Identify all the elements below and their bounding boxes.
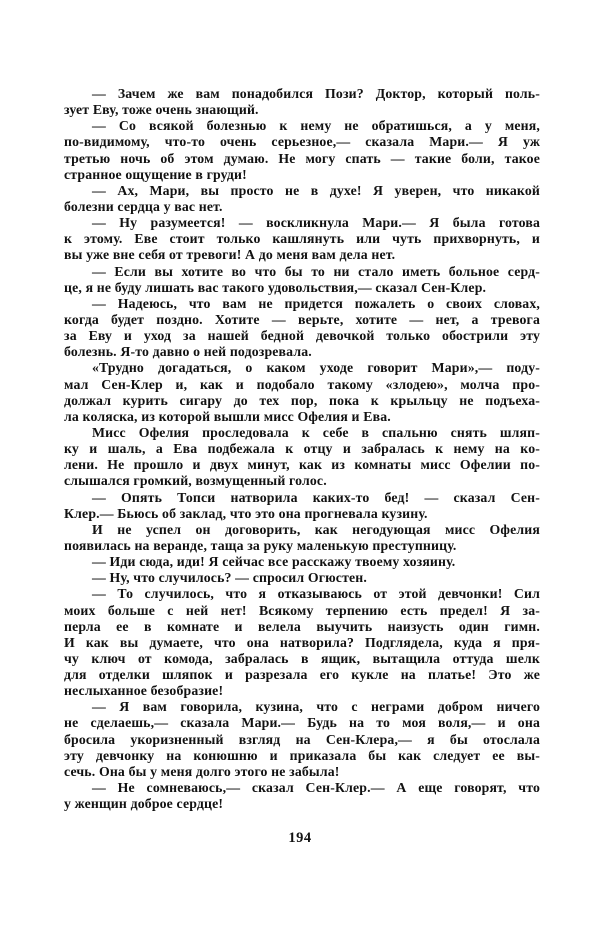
paragraph (64, 586, 540, 699)
text-line: це, я не буду лишать вас такого удовольствия,— сказал Сен-Клер. (64, 279, 487, 295)
text-line: появилась на веранде, таща за руку маленькую преступницу. (64, 537, 457, 553)
text-line: когда будет поздно. Хотите — верьте, хотите — нет, а тревога (64, 311, 540, 327)
text-line: ку и шаль, а Ева подбежала к отцу и забралась к нему на ко- (64, 441, 540, 457)
page-text (64, 86, 540, 812)
text-line: болезни сердца у вас нет. (64, 198, 223, 214)
text-line: «Трудно догадаться, о каком уходе говорит Мари»,— поду- (92, 360, 540, 376)
text-line: вы уже вне себя от тревоги! А до меня вам дела нет. (64, 247, 396, 263)
paragraph (64, 215, 540, 263)
text-line: — Ах, Мари, вы просто не в духе! Я уверен, что никакой (92, 182, 540, 198)
text-line: — Надеюсь, что вам не придется пожалеть о своих словах, (92, 295, 540, 311)
text-line: должал курить сигару до тех пор, пока к крыльцу не подъеха- (64, 392, 540, 408)
text-line: сечь. Она бы у меня долго этого не забыла! (64, 763, 340, 779)
text-line: за Еву и уход за нашей бедной девочкой только обострили эту (64, 328, 540, 344)
text-line: мал Сен-Клер и, как и подобало такому «злодею», молча про- (64, 376, 540, 392)
text-line: — Я вам говорила, кузина, что с неграми добром ничего (92, 699, 540, 715)
paragraph (64, 118, 540, 183)
text-line: чу ключ от комода, забралась в ящик, вытащила оттуда шелк (64, 650, 540, 666)
paragraph (64, 183, 540, 215)
paragraph (64, 86, 540, 118)
text-line: перла ее в комнате и велела выучить наизусть один гимн. (64, 618, 540, 634)
text-line: — Зачем же вам понадобился Пози? Доктор, который поль- (92, 86, 540, 101)
page-number: 194 (288, 830, 312, 846)
text-line: — Ну, что случилось? — спросил Огюстен. (92, 570, 367, 586)
paragraph (64, 570, 540, 586)
paragraph (64, 264, 540, 296)
text-line: — То случилось, что я отказываюсь от этой девчонки! Сил (92, 586, 540, 602)
text-line: не сделаешь,— сказала Мари.— Будь на то моя воля,— и она (64, 715, 540, 731)
text-line: — Не сомневаюсь,— сказал Сен-Клер.— А еще говорят, что (92, 780, 540, 796)
text-line: зует Еву, тоже очень знающий. (64, 102, 259, 118)
text-line: лени. Не прошло и двух минут, как из комнаты мисс Офелии по- (64, 457, 540, 473)
text-line: — Иди сюда, иди! Я сейчас все расскажу твоему хозяину. (92, 554, 456, 570)
paragraph (64, 554, 540, 570)
text-line: болезнь. Я-то давно о ней подозревала. (64, 344, 312, 360)
text-line: — Если вы хотите во что бы то ни стало иметь больное серд- (92, 263, 540, 279)
text-line: неслыханное безобразие! (64, 683, 224, 699)
text-line: по-видимому, что-то очень серьезное,— сказала Мари.— Я уж (64, 134, 540, 150)
text-line: странное ощущение в груди! (64, 166, 247, 182)
paragraph (64, 780, 540, 812)
paragraph (64, 490, 540, 522)
text-line: — Со всякой болезнью к нему не обратишься, а у меня, (92, 118, 540, 134)
text-line: ла коляска, из которой вышли мисс Офелия и Ева. (64, 408, 391, 424)
text-line: к этому. Еве стоит только кашлянуть или чуть прихворнуть, и (64, 231, 540, 247)
text-line: эту девчонку на конюшню и приказала бы как следует ее вы- (64, 747, 540, 763)
text-line: у женщин доброе сердце! (64, 796, 224, 812)
paragraph (64, 699, 540, 780)
text-line: И как вы думаете, что она натворила? Подглядела, куда я пря- (64, 634, 540, 650)
text-line: — Опять Топси натворила каких-то бед! — сказал Сен- (92, 489, 540, 505)
paragraph (64, 296, 540, 361)
paragraph (64, 522, 540, 554)
text-line: И не успел он договорить, как негодующая мисс Офелия (92, 521, 540, 537)
text-line: для отделки шляпок и разрезала его кукле на платье! Это же (64, 667, 540, 683)
text-line: третью ночь об этом думаю. Не могу спать — такие боли, такое (64, 150, 540, 166)
text-line: бросила укоризненный взгляд на Сен-Клера,— я бы отослала (64, 731, 540, 747)
text-line: — Ну разумеется! — воскликнула Мари.— Я была готова (92, 215, 540, 231)
text-line: слышался громкий, возмущенный голос. (64, 473, 327, 489)
paragraph (64, 425, 540, 490)
paragraph (64, 360, 540, 425)
text-line: моих больше с ней нет! Всякому терпению есть предел! Я за- (64, 602, 540, 618)
text-line: Клер.— Бьюсь об заклад, что это она прогневала кузину. (64, 505, 428, 521)
text-line: Мисс Офелия проследовала к себе в спальню снять шляп- (92, 424, 540, 440)
